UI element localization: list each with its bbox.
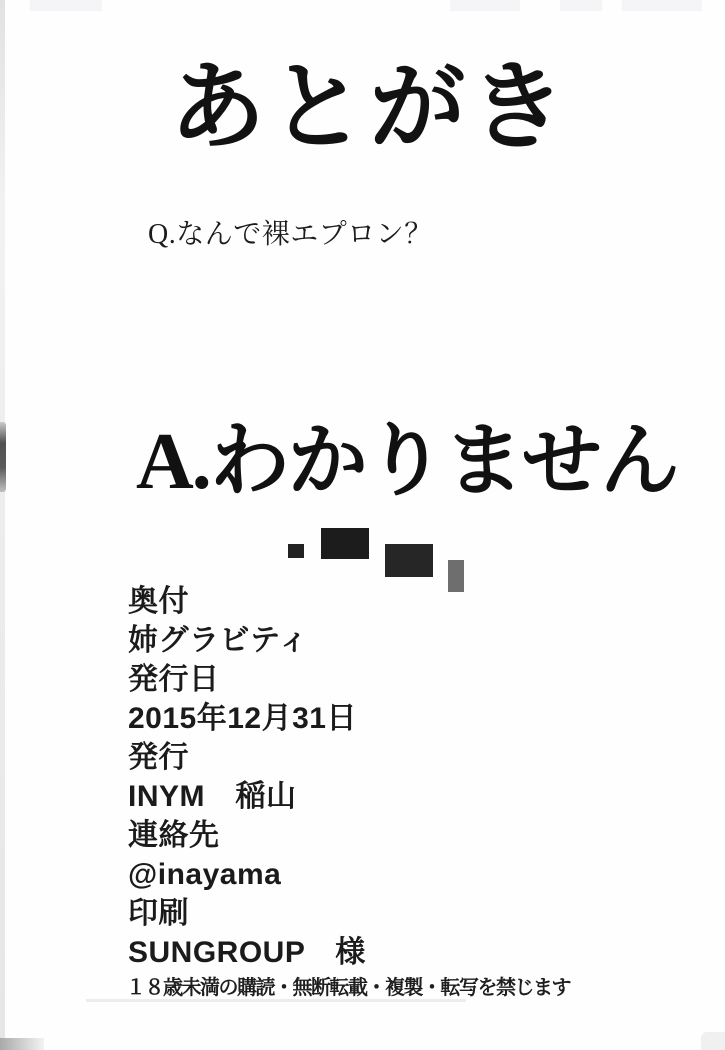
colophon-contact-label: 連絡先 <box>128 819 220 852</box>
colophon-printer-label: 印刷 <box>128 897 189 930</box>
redaction-block <box>448 560 464 592</box>
scan-edge-dark-streak <box>0 422 6 492</box>
question-line: Q.なんで裸エプロン？ <box>148 219 433 250</box>
scan-edge-bottom-right <box>701 1032 725 1050</box>
colophon-publish-date-label: 発行日 <box>128 663 220 696</box>
scan-edge-top <box>450 0 520 11</box>
redaction-block <box>288 544 304 558</box>
age-restriction-notice: １８歳未満の購読・無断転載・複製・転写を禁じます <box>126 977 570 999</box>
redaction-block <box>321 528 369 559</box>
colophon-publish-date: 2015年12月31日 <box>128 702 357 735</box>
scan-edge-top <box>30 0 102 11</box>
colophon-printer: SUNGROUP 様 <box>128 936 366 969</box>
afterword-title: あとがき <box>169 54 570 161</box>
colophon-heading: 奥付 <box>128 585 189 618</box>
colophon-book-title: 姉グラビティ <box>128 624 309 657</box>
scan-edge-bottom-left <box>0 1038 44 1050</box>
answer-line: A.わかりません <box>136 418 678 506</box>
colophon-contact-handle: @inayama <box>128 858 282 891</box>
scan-edge-top <box>560 0 602 11</box>
colophon <box>128 582 366 972</box>
colophon-publisher: INYM 稲山 <box>128 780 297 813</box>
colophon-publisher-label: 発行 <box>128 741 189 774</box>
redaction-block <box>385 544 433 577</box>
scan-edge-top <box>622 0 702 11</box>
